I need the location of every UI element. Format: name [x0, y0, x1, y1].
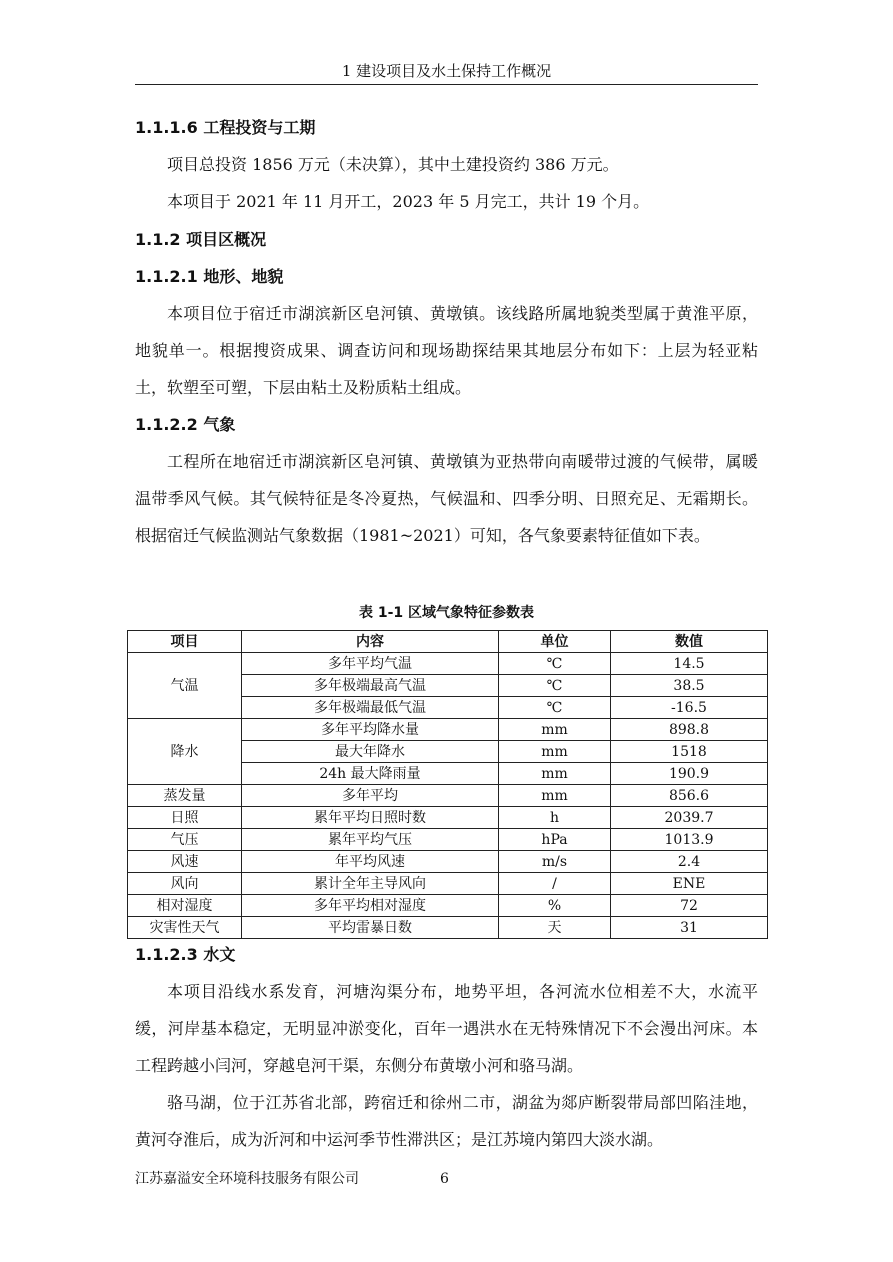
value-cell: 2.4 — [611, 851, 768, 873]
value-cell: 856.6 — [611, 785, 768, 807]
content-cell: 多年平均相对湿度 — [242, 895, 499, 917]
paragraph: 项目总投资 1856 万元（未决算），其中土建投资约 386 万元。 — [167, 155, 619, 174]
table-row — [128, 719, 768, 741]
category-cell: 风向 — [128, 873, 242, 895]
value-cell: -16.5 — [611, 697, 768, 719]
page-number: 6 — [440, 1171, 449, 1187]
section-1121 — [135, 263, 758, 406]
value-cell: 2039.7 — [611, 807, 768, 829]
unit-cell: ℃ — [499, 697, 611, 719]
section-heading: 1.1.1.6 工程投资与工期 — [135, 118, 316, 137]
unit-cell: ℃ — [499, 675, 611, 697]
paragraph: 本项目沿线水系发育，河塘沟渠分布，地势平坦，各河流水位相差不大，水流平缓，河岸基本稳定，无明显冲淤变化，百年一遇洪水在无特殊情况下不会漫出河床。本工程跨越小闫河，穿越皂河干渠，东侧分布黄墩小河和骆马湖。 — [135, 982, 758, 1075]
table-row — [128, 851, 768, 873]
value-cell: 72 — [611, 895, 768, 917]
category-cell: 气温 — [128, 653, 242, 719]
table-row — [128, 873, 768, 895]
section-1116 — [135, 114, 758, 220]
table-header-row — [128, 631, 768, 653]
content-cell: 多年极端最低气温 — [242, 697, 499, 719]
table-row — [128, 785, 768, 807]
table-row — [128, 895, 768, 917]
section-heading: 1.1.2.1 地形、地貌 — [135, 267, 284, 286]
paragraph: 本项目位于宿迁市湖滨新区皂河镇、黄墩镇。该线路所属地貌类型属于黄淮平原，地貌单一。根据搜资成果、调查访问和现场勘探结果其地层分布如下：上层为轻亚粘土，软塑至可塑，下层由粘土及粉质粘土组成。 — [135, 304, 758, 397]
category-cell: 日照 — [128, 807, 242, 829]
table-row — [128, 829, 768, 851]
table-caption: 表 1-1 区域气象特征参数表 — [358, 605, 535, 621]
content-cell: 多年极端最高气温 — [242, 675, 499, 697]
paragraph: 本项目于 2021 年 11 月开工，2023 年 5 月完工，共计 19 个月。 — [167, 192, 650, 211]
column-header: 单位 — [499, 631, 611, 653]
content-cell: 累年平均气压 — [242, 829, 499, 851]
value-cell: 38.5 — [611, 675, 768, 697]
table-row — [128, 917, 768, 939]
column-header: 内容 — [242, 631, 499, 653]
unit-cell: mm — [499, 785, 611, 807]
paragraph: 工程所在地宿迁市湖滨新区皂河镇、黄墩镇为亚热带向南暖带过渡的气候带，属暖温带季风气候。其气候特征是冬冷夏热，气候温和、四季分明、日照充足、无霜期长。根据宿迁气候监测站气象数据（1981~2021）可知，各气象要素特征值如下表。 — [135, 452, 758, 545]
section-heading: 1.1.2.2 气象 — [135, 415, 236, 434]
unit-cell: m/s — [499, 851, 611, 873]
value-cell: ENE — [611, 873, 768, 895]
unit-cell: mm — [499, 741, 611, 763]
value-cell: 1013.9 — [611, 829, 768, 851]
category-cell: 灾害性天气 — [128, 917, 242, 939]
value-cell: 190.9 — [611, 763, 768, 785]
column-header: 项目 — [128, 631, 242, 653]
content-cell: 累计全年主导风向 — [242, 873, 499, 895]
section-heading: 1.1.2 项目区概况 — [135, 230, 267, 249]
content-cell: 年平均风速 — [242, 851, 499, 873]
content-cell: 累年平均日照时数 — [242, 807, 499, 829]
category-cell: 蒸发量 — [128, 785, 242, 807]
unit-cell: hPa — [499, 829, 611, 851]
content-cell: 多年平均气温 — [242, 653, 499, 675]
unit-cell: 天 — [499, 917, 611, 939]
paragraph: 骆马湖，位于江苏省北部，跨宿迁和徐州二市，湖盆为郯庐断裂带局部凹陷洼地，黄河夺淮后，成为沂河和中运河季节性滞洪区；是江苏境内第四大淡水湖。 — [135, 1093, 758, 1149]
running-header: 1 建设项目及水土保持工作概况 — [341, 62, 552, 80]
value-cell: 898.8 — [611, 719, 768, 741]
category-cell: 相对湿度 — [128, 895, 242, 917]
unit-cell: h — [499, 807, 611, 829]
content-cell: 最大年降水 — [242, 741, 499, 763]
content-cell: 多年平均 — [242, 785, 499, 807]
unit-cell: mm — [499, 719, 611, 741]
table-row — [128, 653, 768, 675]
section-heading: 1.1.2.3 水文 — [135, 945, 236, 964]
value-cell: 14.5 — [611, 653, 768, 675]
section-1122 — [135, 411, 758, 554]
header-divider — [135, 84, 758, 85]
category-cell: 气压 — [128, 829, 242, 851]
unit-cell: / — [499, 873, 611, 895]
category-cell: 降水 — [128, 719, 242, 785]
unit-cell: mm — [499, 763, 611, 785]
column-header: 数值 — [611, 631, 768, 653]
content-cell: 多年平均降水量 — [242, 719, 499, 741]
value-cell: 1518 — [611, 741, 768, 763]
unit-cell: % — [499, 895, 611, 917]
category-cell: 风速 — [128, 851, 242, 873]
content-cell: 平均雷暴日数 — [242, 917, 499, 939]
unit-cell: ℃ — [499, 653, 611, 675]
climate-table — [127, 630, 768, 939]
table-row — [128, 807, 768, 829]
section-1123 — [135, 941, 758, 1158]
value-cell: 31 — [611, 917, 768, 939]
footer-company: 江苏嘉溢安全环境科技服务有限公司 — [135, 1171, 359, 1187]
section-112 — [135, 226, 758, 254]
content-cell: 24h 最大降雨量 — [242, 763, 499, 785]
